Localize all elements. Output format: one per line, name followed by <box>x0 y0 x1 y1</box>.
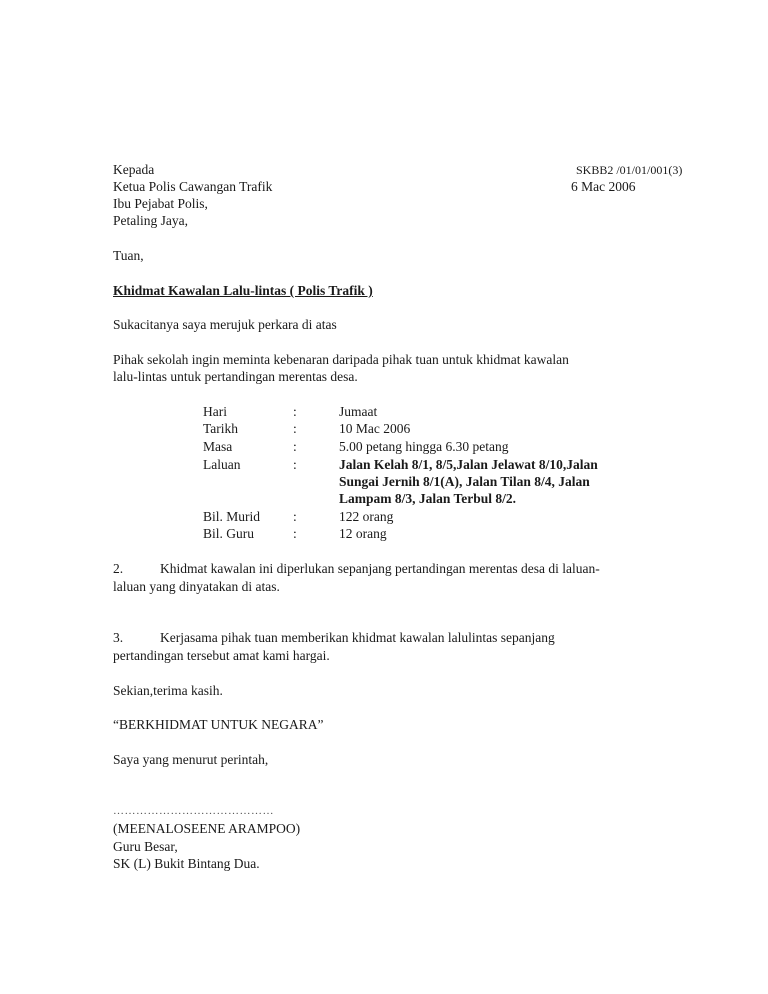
detail-value-murid: 122 orang <box>339 509 394 524</box>
signature-line: …………………………………… <box>113 805 274 817</box>
letter-subject: Khidmat Kawalan Lalu-lintas ( Polis Trafik ) <box>113 283 373 298</box>
para-2-line-2: laluan yang dinyatakan di atas. <box>113 579 280 594</box>
motto: “BERKHIDMAT UNTUK NEGARA” <box>113 717 324 732</box>
reference-number: SKBB2 /01/01/001(3) <box>576 163 683 177</box>
detail-label-laluan: Laluan <box>203 457 241 472</box>
detail-label-murid: Bil. Murid <box>203 509 261 524</box>
para-3-number: 3. <box>113 630 124 645</box>
detail-label-tarikh: Tarikh <box>203 421 239 436</box>
detail-value-masa: 5.00 petang hingga 6.30 petang <box>339 439 509 454</box>
detail-value-laluan-line-1: Jalan Kelah 8/1, 8/5,Jalan Jelawat 8/10,Jalan <box>339 457 598 472</box>
request-line-2: lalu-lintas untuk pertandingan merentas desa. <box>113 369 358 384</box>
detail-label-masa: Masa <box>203 439 233 454</box>
detail-colon: : <box>293 439 297 454</box>
address-line-4: Petaling Jaya, <box>113 213 188 228</box>
opening-sentence: Sukacitanya saya merujuk perkara di atas <box>113 317 337 332</box>
detail-value-hari: Jumaat <box>339 404 378 419</box>
para-3-line-2: pertandingan tersebut amat kami hargai. <box>113 648 330 663</box>
request-line-1: Pihak sekolah ingin meminta kebenaran daripada pihak tuan untuk khidmat kawalan <box>113 352 569 367</box>
detail-value-laluan-line-2: Sungai Jernih 8/1(A), Jalan Tilan 8/4, Jalan <box>339 474 590 489</box>
detail-value-guru: 12 orang <box>339 526 387 541</box>
sign-off: Saya yang menurut perintah, <box>113 752 269 767</box>
address-line-2: Ketua Polis Cawangan Trafik <box>113 179 273 194</box>
para-2-line-1: Khidmat kawalan ini diperlukan sepanjang pertandingan merentas desa di laluan- <box>160 561 600 576</box>
para-3-line-1: Kerjasama pihak tuan memberikan khidmat kawalan lalulintas sepanjang <box>160 630 555 645</box>
detail-colon: : <box>293 421 297 436</box>
address-line-1: Kepada <box>113 162 155 177</box>
detail-colon: : <box>293 404 297 419</box>
detail-colon: : <box>293 526 297 541</box>
address-line-3: Ibu Pejabat Polis, <box>113 196 208 211</box>
detail-colon: : <box>293 509 297 524</box>
letter-date: 6 Mac 2006 <box>571 179 636 194</box>
detail-colon: : <box>293 457 297 472</box>
salutation: Tuan, <box>113 248 144 263</box>
detail-value-tarikh: 10 Mac 2006 <box>339 421 411 436</box>
signer-school: SK (L) Bukit Bintang Dua. <box>113 856 260 871</box>
para-2-number: 2. <box>113 561 124 576</box>
signer-name: (MEENALOSEENE ARAMPOO) <box>113 821 301 836</box>
detail-label-guru: Bil. Guru <box>203 526 255 541</box>
signer-title: Guru Besar, <box>113 839 178 854</box>
detail-value-laluan-line-3: Lampam 8/3, Jalan Terbul 8/2. <box>339 491 517 506</box>
detail-label-hari: Hari <box>203 404 227 419</box>
closing-thanks: Sekian,terima kasih. <box>113 683 223 698</box>
